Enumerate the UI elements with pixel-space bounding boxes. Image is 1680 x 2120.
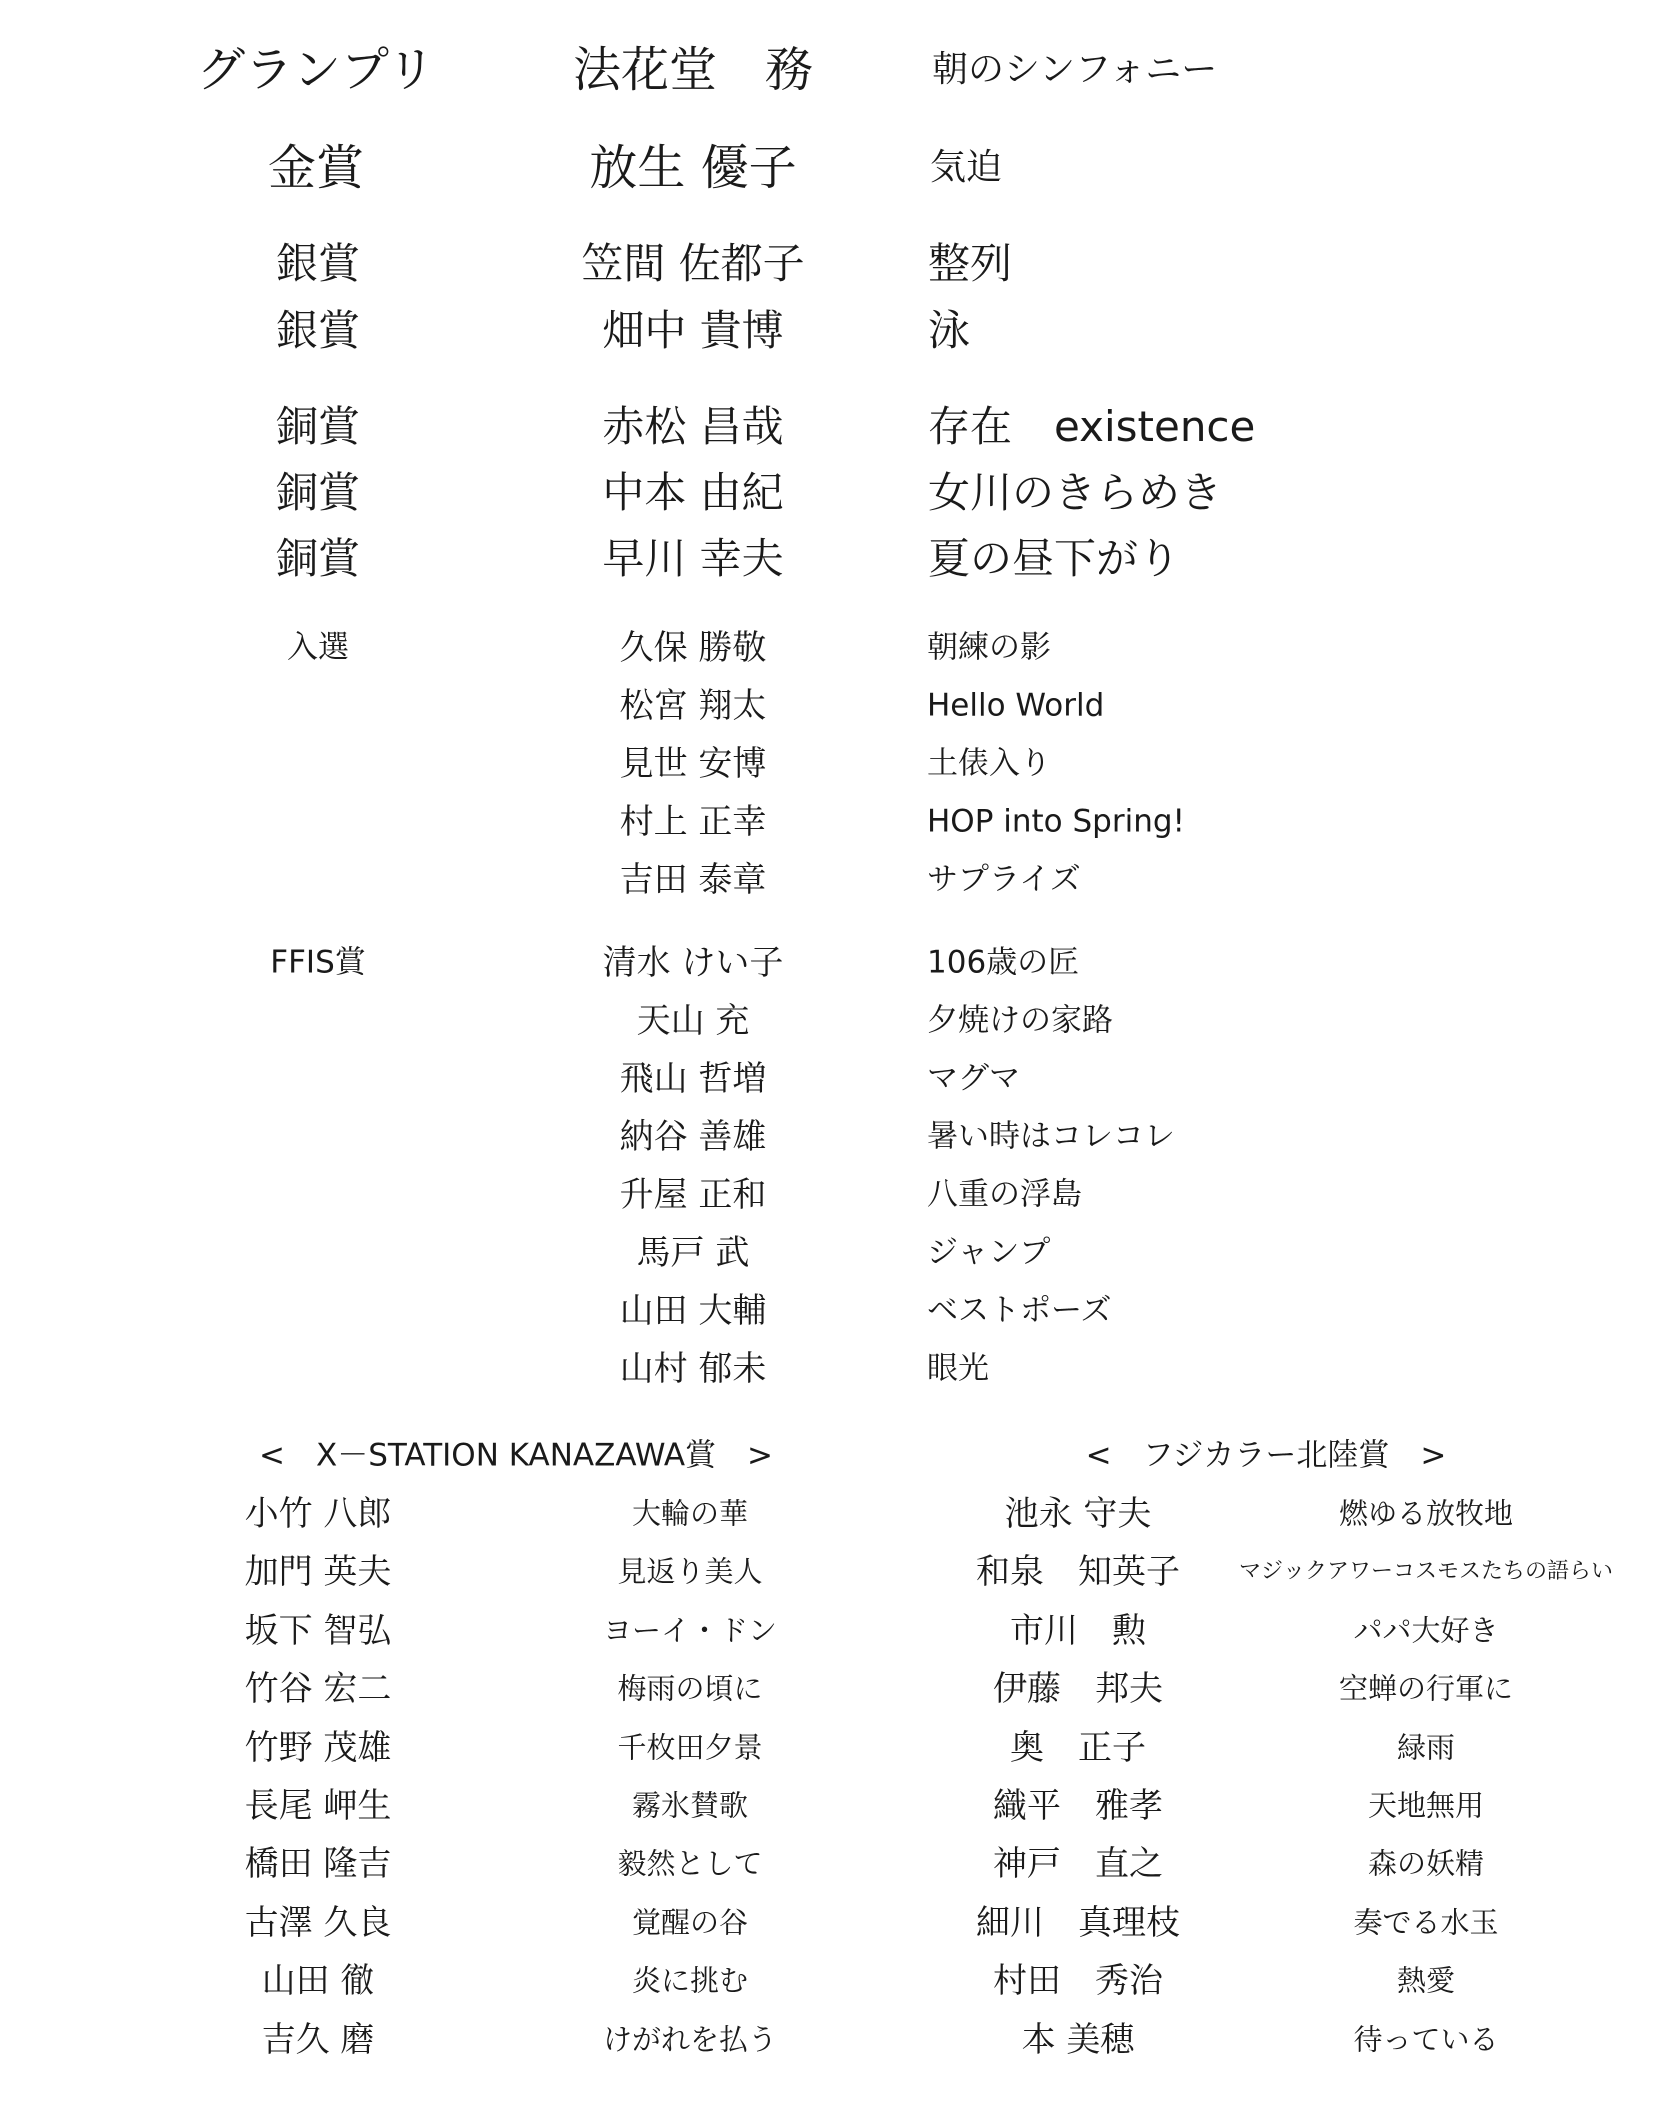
work-title: 森の妖精 <box>1367 1846 1485 1881</box>
work-title: 暑い時はコレコレ <box>927 1118 1175 1155</box>
winner-name: 織平 雅孝 <box>993 1786 1163 1826</box>
work-title: 霧氷賛歌 <box>631 1788 749 1823</box>
award-ffis: FFIS賞 <box>270 944 366 981</box>
winner-name: 橋田 隆吉 <box>244 1844 392 1884</box>
winner-name: 本 美穂 <box>1021 2020 1135 2060</box>
winner-name: 笠間 佐都子 <box>581 239 805 288</box>
winner-name: 竹野 茂雄 <box>244 1728 392 1768</box>
winner-name: 細川 真理枝 <box>976 1903 1180 1943</box>
winner-name: 坂下 智弘 <box>244 1611 392 1651</box>
award-bronze: 銅賞 <box>275 402 361 451</box>
winner-name: 升屋 正和 <box>619 1175 767 1215</box>
work-title: 燃ゆる放牧地 <box>1338 1496 1514 1531</box>
award-grand-prix: グランプリ <box>196 42 436 98</box>
winner-name: 放生 優子 <box>589 140 797 196</box>
winner-name: 見世 安博 <box>619 744 767 784</box>
award-bronze: 銅賞 <box>275 468 361 517</box>
work-title: Hello World <box>927 687 1105 724</box>
section-heading-fujicolor: < フジカラー北陸賞 > <box>1085 1437 1447 1474</box>
work-title: ジャンプ <box>927 1234 1051 1271</box>
winner-name: 村上 正幸 <box>619 802 767 842</box>
work-title: 106歳の匠 <box>927 944 1080 981</box>
winner-name: 加門 英夫 <box>244 1552 392 1592</box>
work-title: 緑雨 <box>1396 1730 1456 1765</box>
work-title: 泳 <box>928 306 971 355</box>
winner-name: 吉田 泰章 <box>619 860 767 900</box>
winner-name: 神戸 直之 <box>993 1844 1163 1884</box>
winner-name: 和泉 知英子 <box>976 1552 1180 1592</box>
winner-name: 赤松 昌哉 <box>602 402 784 451</box>
work-title: 梅雨の頃に <box>617 1671 763 1706</box>
work-title: マグマ <box>927 1060 1020 1097</box>
work-title: HOP into Spring! <box>927 803 1185 840</box>
work-title: 朝のシンフォニー <box>932 49 1218 90</box>
work-title: パパ大好き <box>1353 1613 1499 1648</box>
work-title: 夕焼けの家路 <box>927 1002 1113 1039</box>
winner-name: 飛山 哲増 <box>619 1059 767 1099</box>
winner-name: 伊藤 邦夫 <box>993 1669 1163 1709</box>
work-title: 朝練の影 <box>927 629 1051 666</box>
winner-name: 山田 大輔 <box>619 1291 767 1331</box>
winner-name: 市川 勲 <box>1010 1611 1146 1651</box>
work-title: 大輪の華 <box>631 1496 749 1531</box>
work-title: サプライズ <box>927 861 1081 898</box>
work-title: 存在 existence <box>928 402 1256 451</box>
work-title: 八重の浮島 <box>927 1176 1082 1213</box>
winner-name: 奥 正子 <box>1010 1728 1146 1768</box>
work-title: 空蝉の行軍に <box>1338 1671 1514 1706</box>
work-title: 奏でる水玉 <box>1353 1905 1499 1940</box>
work-title: ベストポーズ <box>927 1292 1112 1329</box>
winner-name: 中本 由紀 <box>602 468 784 517</box>
winner-name: 山村 郁未 <box>619 1349 767 1389</box>
award-gold: 金賞 <box>267 140 365 196</box>
work-title: 整列 <box>928 239 1013 288</box>
winner-name: 池永 守夫 <box>1004 1494 1152 1534</box>
work-title: 千枚田夕景 <box>617 1730 763 1765</box>
work-title: 天地無用 <box>1367 1788 1485 1823</box>
winner-name: 村田 秀治 <box>993 1961 1163 2001</box>
work-title: 覚醒の谷 <box>631 1905 749 1940</box>
work-title: 夏の昼下がり <box>928 534 1181 583</box>
winner-name: 畑中 貴博 <box>602 306 784 355</box>
winner-name: 法花堂 務 <box>572 42 814 98</box>
winner-name: 馬戸 武 <box>636 1233 750 1273</box>
winner-name: 小竹 八郎 <box>244 1494 392 1534</box>
award-silver: 銀賞 <box>275 239 361 288</box>
award-selected: 入選 <box>287 629 349 666</box>
work-title: 土俵入り <box>927 745 1051 782</box>
work-title: 気迫 <box>930 147 1003 188</box>
winner-name: 吉久 磨 <box>261 2020 375 2060</box>
work-title: 眼光 <box>927 1350 989 1387</box>
work-title: ヨーイ・ドン <box>602 1613 778 1648</box>
section-heading-xstation: < X－STATION KANAZAWA賞 > <box>258 1437 774 1474</box>
work-title: 女川のきらめき <box>928 468 1223 517</box>
winner-name: 清水 けい子 <box>602 943 784 983</box>
winner-name: 天山 充 <box>636 1001 750 1041</box>
winner-name: 久保 勝敬 <box>619 628 767 668</box>
award-bronze: 銅賞 <box>275 534 361 583</box>
winner-name: 山田 徹 <box>261 1961 375 2001</box>
winner-name: 長尾 岬生 <box>244 1786 392 1826</box>
work-title: マジックアワーコスモスたちの語らい <box>1238 1559 1614 1584</box>
work-title: 熱愛 <box>1396 1963 1456 1998</box>
winner-name: 納谷 善雄 <box>619 1117 767 1157</box>
work-title: 待っている <box>1353 2022 1499 2057</box>
award-silver: 銀賞 <box>275 306 361 355</box>
work-title: けがれを払う <box>602 2022 778 2057</box>
winner-name: 竹谷 宏二 <box>244 1669 392 1709</box>
winner-name: 早川 幸夫 <box>602 534 784 583</box>
work-title: 毅然として <box>617 1846 763 1881</box>
work-title: 炎に挑む <box>631 1963 749 1998</box>
winner-name: 松宮 翔太 <box>619 686 767 726</box>
work-title: 見返り美人 <box>617 1554 763 1589</box>
winner-name: 古澤 久良 <box>244 1903 392 1943</box>
